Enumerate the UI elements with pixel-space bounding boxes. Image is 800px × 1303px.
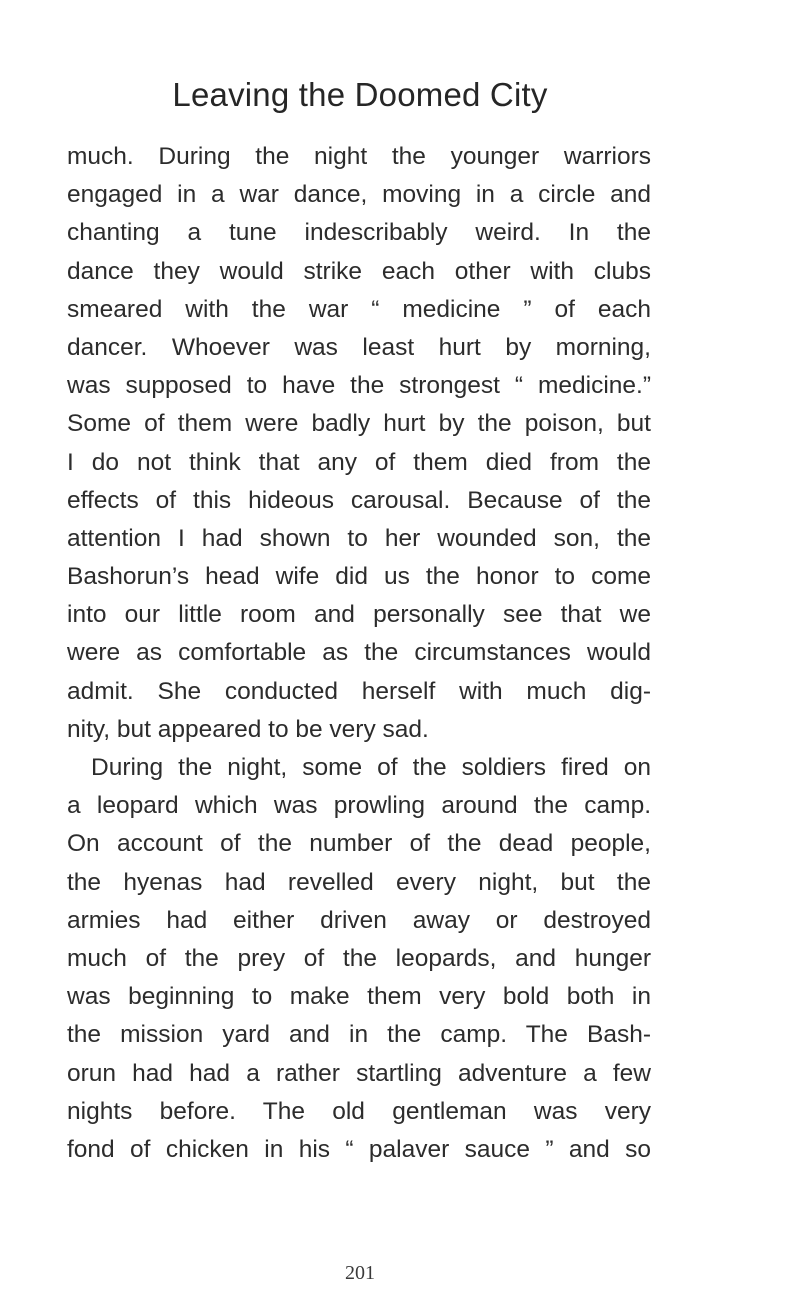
text-line: On account of the number of the dead people, (67, 830, 651, 858)
text-line: Some of them were badly hurt by the poison, but (67, 410, 651, 438)
running-head: Leaving the Doomed City (172, 76, 548, 113)
text-line: admit. She conducted herself with much dig- (67, 677, 651, 705)
text-line: much of the prey of the leopards, and hunger (67, 944, 651, 972)
text-line: nights before. The old gentleman was very (67, 1097, 651, 1125)
text-line: orun had had a rather startling adventure a few (67, 1059, 651, 1087)
text-line: were as comfortable as the circumstances would (67, 639, 651, 667)
text-line: smeared with the war “ medicine ” of each (67, 295, 651, 323)
text-line: much. During the night the younger warriors (67, 143, 651, 170)
body-text (67, 138, 651, 1169)
text-line: into our little room and personally see that we (67, 601, 651, 629)
text-line: effects of this hideous carousal. Because of the (67, 486, 651, 514)
text-line: a leopard which was prowling around the camp. (67, 792, 651, 820)
text-line: engaged in a war dance, moving in a circle and (67, 181, 651, 209)
page-number: 201 (345, 1262, 375, 1284)
text-line: armies had either driven away or destroyed (67, 906, 651, 934)
text-line: During the night, some of the soldiers fired on (91, 754, 651, 781)
text-line: dance they would strike each other with clubs (67, 257, 651, 285)
text-line: was beginning to make them very bold both in (67, 983, 651, 1011)
text-line: fond of chicken in his “ palaver sauce ” and so (67, 1135, 651, 1163)
text-line: I do not think that any of them died from the (67, 448, 651, 476)
text-line: was supposed to have the strongest “ medicine.” (67, 372, 651, 400)
text-line: nity, but appeared to be very sad. (67, 715, 429, 743)
text-line: dancer. Whoever was least hurt by morning, (67, 333, 651, 361)
text-line: the hyenas had revelled every night, but the (67, 868, 651, 896)
text-line: chanting a tune indescribably weird. In the (67, 219, 651, 247)
text-line: the mission yard and in the camp. The Bash- (67, 1021, 651, 1049)
text-line: attention I had shown to her wounded son, the (67, 524, 651, 552)
text-line: Bashorun’s head wife did us the honor to come (67, 563, 651, 591)
